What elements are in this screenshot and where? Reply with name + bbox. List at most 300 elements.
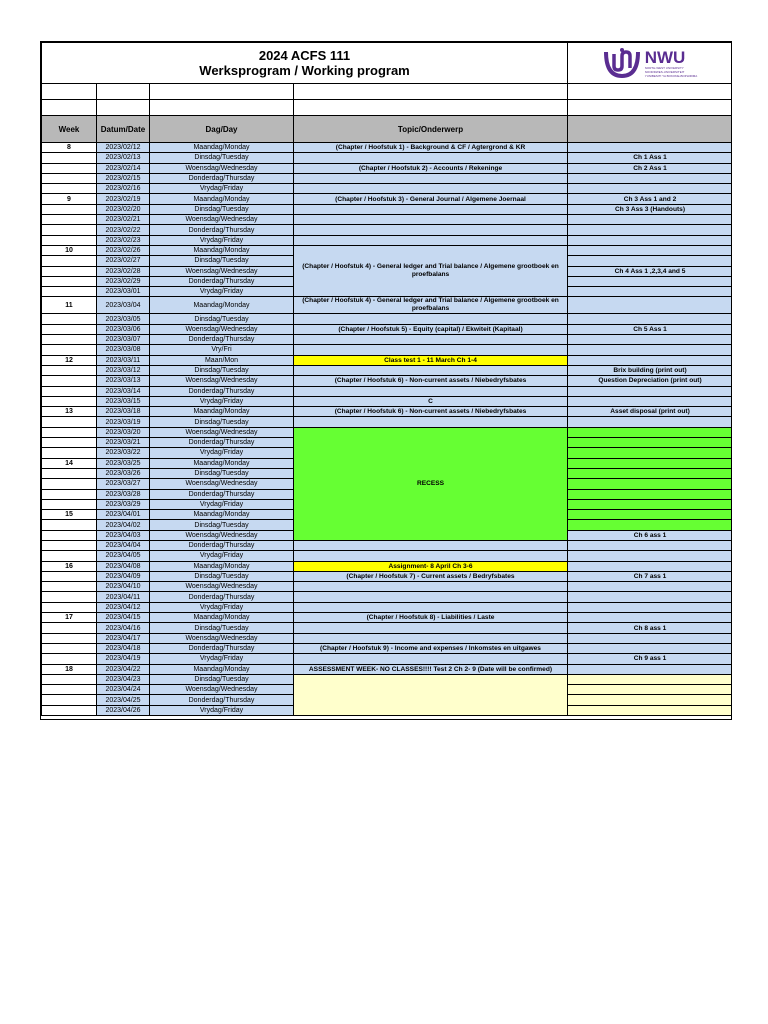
schedule-row xyxy=(42,365,733,375)
day-cell: Dinsdag/Tuesday xyxy=(150,256,294,266)
remark-cell: Ch 5 Ass 1 xyxy=(568,324,732,334)
remark-cell xyxy=(568,613,732,623)
remark-cell xyxy=(568,695,732,705)
topic-cell: C xyxy=(294,396,568,406)
date-cell: 2023/03/22 xyxy=(97,448,150,458)
remark-cell xyxy=(568,685,732,695)
schedule-row xyxy=(42,173,733,183)
day-cell: Maandag/Monday xyxy=(150,613,294,623)
remark-cell xyxy=(568,510,732,520)
topic-cell: RECESS xyxy=(294,427,568,540)
remark-cell xyxy=(568,276,732,286)
day-cell: Donderdag/Thursday xyxy=(150,695,294,705)
week-cell xyxy=(42,287,97,297)
date-cell: 2023/02/13 xyxy=(97,153,150,163)
remark-cell xyxy=(568,256,732,266)
week-cell: 12 xyxy=(42,355,97,365)
date-cell: 2023/02/27 xyxy=(97,256,150,266)
schedule-row xyxy=(42,386,733,396)
schedule-row xyxy=(42,643,733,653)
date-cell: 2023/03/18 xyxy=(97,407,150,417)
remark-cell: Ch 3 Ass 1 and 2 xyxy=(568,194,732,204)
week-cell xyxy=(42,592,97,602)
topic-cell: (Chapter / Hoofstuk 8) - Liabilities / Laste xyxy=(294,613,568,623)
week-cell xyxy=(42,582,97,592)
remark-cell xyxy=(568,335,732,345)
day-cell: Donderdag/Thursday xyxy=(150,592,294,602)
day-cell: Woensdag/Wednesday xyxy=(150,633,294,643)
schedule-row xyxy=(42,551,733,561)
week-cell: 18 xyxy=(42,664,97,674)
remark-cell xyxy=(568,386,732,396)
day-cell: Donderdag/Thursday xyxy=(150,643,294,653)
day-cell: Maandag/Monday xyxy=(150,561,294,571)
topic-cell xyxy=(294,540,568,550)
schedule-row xyxy=(42,163,733,173)
topic-cell: (Chapter / Hoofstuk 4) - General ledger and Trial balance / Algemene grootboek en proefbalans xyxy=(294,245,568,296)
week-cell xyxy=(42,417,97,427)
schedule-row xyxy=(42,396,733,406)
remark-cell xyxy=(568,540,732,550)
topic-cell xyxy=(294,582,568,592)
week-cell xyxy=(42,448,97,458)
week-cell xyxy=(42,184,97,194)
remark-cell xyxy=(568,245,732,255)
date-cell: 2023/03/14 xyxy=(97,386,150,396)
date-cell: 2023/04/01 xyxy=(97,510,150,520)
date-cell: 2023/03/29 xyxy=(97,499,150,509)
schedule-row xyxy=(42,674,733,684)
topic-cell xyxy=(294,623,568,633)
remark-cell xyxy=(568,417,732,427)
week-cell xyxy=(42,633,97,643)
day-cell: Vrydag/Friday xyxy=(150,287,294,297)
schedule-row xyxy=(42,143,733,153)
date-cell: 2023/04/11 xyxy=(97,592,150,602)
date-cell: 2023/02/14 xyxy=(97,163,150,173)
header-date: Datum/Date xyxy=(97,116,150,143)
week-cell xyxy=(42,386,97,396)
week-cell xyxy=(42,324,97,334)
day-cell: Woensdag/Wednesday xyxy=(150,685,294,695)
date-cell: 2023/04/16 xyxy=(97,623,150,633)
date-cell: 2023/03/07 xyxy=(97,335,150,345)
date-cell: 2023/03/12 xyxy=(97,365,150,375)
date-cell: 2023/04/05 xyxy=(97,551,150,561)
date-cell: 2023/03/20 xyxy=(97,427,150,437)
week-cell xyxy=(42,530,97,540)
logo-subtext: NORTH-WEST UNIVERSITY NOORDWES-UNIVERSITEIT YUNIBESITI YA BOKONE-BOPHIRIMA xyxy=(644,65,698,78)
schedule-row xyxy=(42,582,733,592)
day-cell: Maandag/Monday xyxy=(150,664,294,674)
week-cell xyxy=(42,163,97,173)
document-subtitle: Werksprogram / Working program xyxy=(199,63,410,78)
topic-cell: (Chapter / Hoofstuk 9) - Income and expenses / Inkomstes en uitgawes xyxy=(294,643,568,653)
week-cell: 14 xyxy=(42,458,97,468)
week-cell xyxy=(42,396,97,406)
date-cell: 2023/04/10 xyxy=(97,582,150,592)
week-cell xyxy=(42,695,97,705)
date-cell: 2023/04/17 xyxy=(97,633,150,643)
day-cell: Dinsdag/Tuesday xyxy=(150,623,294,633)
schedule-row xyxy=(42,427,733,437)
remark-cell xyxy=(568,235,732,245)
day-cell: Dinsdag/Tuesday xyxy=(150,204,294,214)
day-cell: Dinsdag/Tuesday xyxy=(150,314,294,324)
topic-cell xyxy=(294,654,568,664)
remark-cell: Question Depreciation (print out) xyxy=(568,376,732,386)
remark-cell xyxy=(568,345,732,355)
date-cell: 2023/03/26 xyxy=(97,468,150,478)
date-cell: 2023/04/23 xyxy=(97,674,150,684)
day-cell: Vrydag/Friday xyxy=(150,396,294,406)
schedule-row xyxy=(42,314,733,324)
schedule-row xyxy=(42,633,733,643)
remark-cell xyxy=(568,438,732,448)
date-cell: 2023/04/24 xyxy=(97,685,150,695)
schedule-row xyxy=(42,654,733,664)
remark-cell xyxy=(568,602,732,612)
schedule-row xyxy=(42,540,733,550)
week-cell: 8 xyxy=(42,143,97,153)
topic-cell xyxy=(294,386,568,396)
topic-cell xyxy=(294,345,568,355)
date-cell: 2023/04/03 xyxy=(97,530,150,540)
week-cell xyxy=(42,520,97,530)
topic-cell xyxy=(294,153,568,163)
topic-cell: (Chapter / Hoofstuk 6) - Non-current assets / Niebedryfsbates xyxy=(294,407,568,417)
remark-cell: Ch 8 ass 1 xyxy=(568,623,732,633)
schedule-row xyxy=(42,235,733,245)
week-cell xyxy=(42,376,97,386)
remark-cell xyxy=(568,489,732,499)
date-cell: 2023/04/19 xyxy=(97,654,150,664)
remark-cell xyxy=(568,297,732,314)
week-cell xyxy=(42,235,97,245)
week-cell xyxy=(42,215,97,225)
day-cell: Woensdag/Wednesday xyxy=(150,266,294,276)
day-cell: Woensdag/Wednesday xyxy=(150,324,294,334)
day-cell: Donderdag/Thursday xyxy=(150,173,294,183)
logo-cell xyxy=(568,43,732,84)
topic-cell: (Chapter / Hoofstuk 5) - Equity (capital) / Ekwiteit (Kapitaal) xyxy=(294,324,568,334)
day-cell: Donderdag/Thursday xyxy=(150,225,294,235)
date-cell: 2023/04/15 xyxy=(97,613,150,623)
day-cell: Maandag/Monday xyxy=(150,510,294,520)
schedule-row xyxy=(42,204,733,214)
schedule-row xyxy=(42,561,733,571)
week-cell: 10 xyxy=(42,245,97,255)
date-cell: 2023/02/20 xyxy=(97,204,150,214)
remark-cell xyxy=(568,427,732,437)
topic-cell xyxy=(294,225,568,235)
header-week: Week xyxy=(42,116,97,143)
date-cell: 2023/02/28 xyxy=(97,266,150,276)
date-cell: 2023/03/08 xyxy=(97,345,150,355)
header-topic: Topic/Onderwerp xyxy=(294,116,568,143)
schedule-sheet xyxy=(40,41,732,720)
document-title: 2024 ACFS 111 xyxy=(258,48,351,63)
schedule-row xyxy=(42,417,733,427)
remark-cell xyxy=(568,355,732,365)
date-cell: 2023/03/06 xyxy=(97,324,150,334)
remark-cell xyxy=(568,215,732,225)
remark-cell xyxy=(568,173,732,183)
topic-cell: (Chapter / Hoofstuk 7) - Current assets / Bedryfsbates xyxy=(294,571,568,581)
day-cell: Maan/Mon xyxy=(150,355,294,365)
remark-cell xyxy=(568,633,732,643)
date-cell: 2023/03/27 xyxy=(97,479,150,489)
week-cell: 9 xyxy=(42,194,97,204)
date-cell: 2023/04/08 xyxy=(97,561,150,571)
day-cell: Dinsdag/Tuesday xyxy=(150,468,294,478)
day-cell: Woensdag/Wednesday xyxy=(150,215,294,225)
remark-cell: Asset disposal (print out) xyxy=(568,407,732,417)
remark-cell xyxy=(568,184,732,194)
week-cell xyxy=(42,427,97,437)
week-cell xyxy=(42,571,97,581)
week-cell: 17 xyxy=(42,613,97,623)
week-cell xyxy=(42,705,97,715)
remark-cell: Ch 1 Ass 1 xyxy=(568,153,732,163)
date-cell: 2023/03/13 xyxy=(97,376,150,386)
week-cell xyxy=(42,674,97,684)
day-cell: Donderdag/Thursday xyxy=(150,276,294,286)
topic-cell xyxy=(294,633,568,643)
remark-cell xyxy=(568,664,732,674)
topic-cell: (Chapter / Hoofstuk 6) - Non-current assets / Niebedryfsbates xyxy=(294,376,568,386)
day-cell: Vrydag/Friday xyxy=(150,184,294,194)
day-cell: Donderdag/Thursday xyxy=(150,335,294,345)
week-cell xyxy=(42,685,97,695)
schedule-row xyxy=(42,376,733,386)
week-cell xyxy=(42,365,97,375)
topic-cell xyxy=(294,592,568,602)
logo-wordmark: NWU xyxy=(644,47,686,67)
day-cell: Vrydag/Friday xyxy=(150,499,294,509)
day-cell: Woensdag/Wednesday xyxy=(150,163,294,173)
topic-cell xyxy=(294,365,568,375)
week-cell xyxy=(42,643,97,653)
remark-cell xyxy=(568,143,732,153)
schedule-row xyxy=(42,355,733,365)
week-cell xyxy=(42,153,97,163)
remark-cell xyxy=(568,705,732,715)
topic-cell: (Chapter / Hoofstuk 2) - Accounts / Rekeninge xyxy=(294,163,568,173)
date-cell: 2023/02/29 xyxy=(97,276,150,286)
topic-cell: Assignment- 8 April Ch 3-6 xyxy=(294,561,568,571)
date-cell: 2023/02/19 xyxy=(97,194,150,204)
date-cell: 2023/04/18 xyxy=(97,643,150,653)
schedule-row xyxy=(42,153,733,163)
date-cell: 2023/02/21 xyxy=(97,215,150,225)
day-cell: Vry/Fri xyxy=(150,345,294,355)
schedule-row xyxy=(42,613,733,623)
date-cell: 2023/03/15 xyxy=(97,396,150,406)
date-cell: 2023/03/19 xyxy=(97,417,150,427)
nwu-emblem-icon xyxy=(603,46,641,80)
day-cell: Vrydag/Friday xyxy=(150,602,294,612)
remark-cell: Ch 6 ass 1 xyxy=(568,530,732,540)
column-header-row xyxy=(42,116,733,143)
topic-cell: (Chapter / Hoofstuk 1) - Background & CF / Agtergrond & KR xyxy=(294,143,568,153)
date-cell: 2023/04/12 xyxy=(97,602,150,612)
schedule-row xyxy=(42,664,733,674)
week-cell: 13 xyxy=(42,407,97,417)
date-cell: 2023/03/25 xyxy=(97,458,150,468)
day-cell: Maandag/Monday xyxy=(150,458,294,468)
day-cell: Dinsdag/Tuesday xyxy=(150,365,294,375)
day-cell: Vrydag/Friday xyxy=(150,448,294,458)
date-cell: 2023/02/16 xyxy=(97,184,150,194)
day-cell: Woensdag/Wednesday xyxy=(150,376,294,386)
schedule-row xyxy=(42,335,733,345)
day-cell: Maandag/Monday xyxy=(150,143,294,153)
day-cell: Donderdag/Thursday xyxy=(150,386,294,396)
week-cell xyxy=(42,314,97,324)
date-cell: 2023/02/23 xyxy=(97,235,150,245)
remark-cell xyxy=(568,287,732,297)
day-cell: Dinsdag/Tuesday xyxy=(150,520,294,530)
remark-cell: Ch 7 ass 1 xyxy=(568,571,732,581)
header-remarks xyxy=(568,116,732,143)
schedule-row xyxy=(42,623,733,633)
date-cell: 2023/04/09 xyxy=(97,571,150,581)
topic-cell: ASSESSMENT WEEK- NO CLASSES!!!! Test 2 Ch 2- 9 (Date will be confirmed) xyxy=(294,664,568,674)
day-cell: Dinsdag/Tuesday xyxy=(150,153,294,163)
topic-cell xyxy=(294,215,568,225)
title-cell xyxy=(42,43,568,84)
remark-cell: Ch 9 ass 1 xyxy=(568,654,732,664)
remark-cell xyxy=(568,225,732,235)
date-cell: 2023/04/04 xyxy=(97,540,150,550)
topic-cell xyxy=(294,184,568,194)
spacer-row xyxy=(42,84,733,100)
day-cell: Donderdag/Thursday xyxy=(150,540,294,550)
topic-cell xyxy=(294,674,568,715)
schedule-table xyxy=(41,42,732,716)
schedule-row xyxy=(42,407,733,417)
day-cell: Donderdag/Thursday xyxy=(150,438,294,448)
schedule-row xyxy=(42,194,733,204)
week-cell xyxy=(42,479,97,489)
remark-cell: Brix building (print out) xyxy=(568,365,732,375)
schedule-row xyxy=(42,225,733,235)
date-cell: 2023/04/25 xyxy=(97,695,150,705)
topic-cell xyxy=(294,173,568,183)
date-cell: 2023/03/21 xyxy=(97,438,150,448)
remark-cell xyxy=(568,582,732,592)
topic-cell xyxy=(294,204,568,214)
week-cell xyxy=(42,438,97,448)
topic-cell xyxy=(294,235,568,245)
schedule-row xyxy=(42,297,733,314)
week-cell xyxy=(42,654,97,664)
date-cell: 2023/02/26 xyxy=(97,245,150,255)
day-cell: Maandag/Monday xyxy=(150,245,294,255)
week-cell xyxy=(42,335,97,345)
week-cell: 16 xyxy=(42,561,97,571)
day-cell: Maandag/Monday xyxy=(150,407,294,417)
remark-cell xyxy=(568,396,732,406)
week-cell xyxy=(42,266,97,276)
date-cell: 2023/03/11 xyxy=(97,355,150,365)
day-cell: Vrydag/Friday xyxy=(150,654,294,664)
remark-cell xyxy=(568,468,732,478)
day-cell: Vrydag/Friday xyxy=(150,235,294,245)
remark-cell xyxy=(568,551,732,561)
spacer-row xyxy=(42,100,733,116)
schedule-row xyxy=(42,184,733,194)
remark-cell xyxy=(568,314,732,324)
remark-cell: Ch 4 Ass 1 ,2,3,4 and 5 xyxy=(568,266,732,276)
week-cell xyxy=(42,225,97,235)
remark-cell: Ch 3 Ass 3 (Handouts) xyxy=(568,204,732,214)
week-cell xyxy=(42,489,97,499)
topic-cell xyxy=(294,602,568,612)
remark-cell xyxy=(568,561,732,571)
schedule-row xyxy=(42,215,733,225)
topic-cell xyxy=(294,551,568,561)
schedule-row xyxy=(42,324,733,334)
week-cell xyxy=(42,276,97,286)
remark-cell xyxy=(568,499,732,509)
remark-cell: Ch 2 Ass 1 xyxy=(568,163,732,173)
day-cell: Vrydag/Friday xyxy=(150,705,294,715)
date-cell: 2023/03/28 xyxy=(97,489,150,499)
topic-cell xyxy=(294,314,568,324)
day-cell: Dinsdag/Tuesday xyxy=(150,674,294,684)
day-cell: Woensdag/Wednesday xyxy=(150,582,294,592)
header-day: Dag/Day xyxy=(150,116,294,143)
topic-cell xyxy=(294,417,568,427)
topic-cell: (Chapter / Hoofstuk 3) - General Journal / Algemene Joernaal xyxy=(294,194,568,204)
date-cell: 2023/02/15 xyxy=(97,173,150,183)
week-cell: 15 xyxy=(42,510,97,520)
date-cell: 2023/02/22 xyxy=(97,225,150,235)
remark-cell xyxy=(568,458,732,468)
week-cell xyxy=(42,602,97,612)
remark-cell xyxy=(568,643,732,653)
day-cell: Maandag/Monday xyxy=(150,194,294,204)
week-cell xyxy=(42,256,97,266)
topic-cell: (Chapter / Hoofstuk 4) - General ledger and Trial balance / Algemene grootboek en proefbalans xyxy=(294,297,568,314)
date-cell: 2023/02/12 xyxy=(97,143,150,153)
remark-cell xyxy=(568,592,732,602)
day-cell: Woensdag/Wednesday xyxy=(150,530,294,540)
week-cell xyxy=(42,204,97,214)
date-cell: 2023/04/22 xyxy=(97,664,150,674)
remark-cell xyxy=(568,674,732,684)
week-cell xyxy=(42,623,97,633)
remark-cell xyxy=(568,479,732,489)
day-cell: Donderdag/Thursday xyxy=(150,489,294,499)
week-cell xyxy=(42,345,97,355)
remark-cell xyxy=(568,448,732,458)
schedule-row xyxy=(42,345,733,355)
date-cell: 2023/04/26 xyxy=(97,705,150,715)
week-cell: 11 xyxy=(42,297,97,314)
day-cell: Vrydag/Friday xyxy=(150,551,294,561)
remark-cell xyxy=(568,520,732,530)
nwu-logo xyxy=(568,43,732,83)
day-cell: Dinsdag/Tuesday xyxy=(150,417,294,427)
schedule-row xyxy=(42,245,733,255)
date-cell: 2023/03/01 xyxy=(97,287,150,297)
topic-cell: Class test 1 - 11 March Ch 1-4 xyxy=(294,355,568,365)
week-cell xyxy=(42,173,97,183)
schedule-row xyxy=(42,592,733,602)
